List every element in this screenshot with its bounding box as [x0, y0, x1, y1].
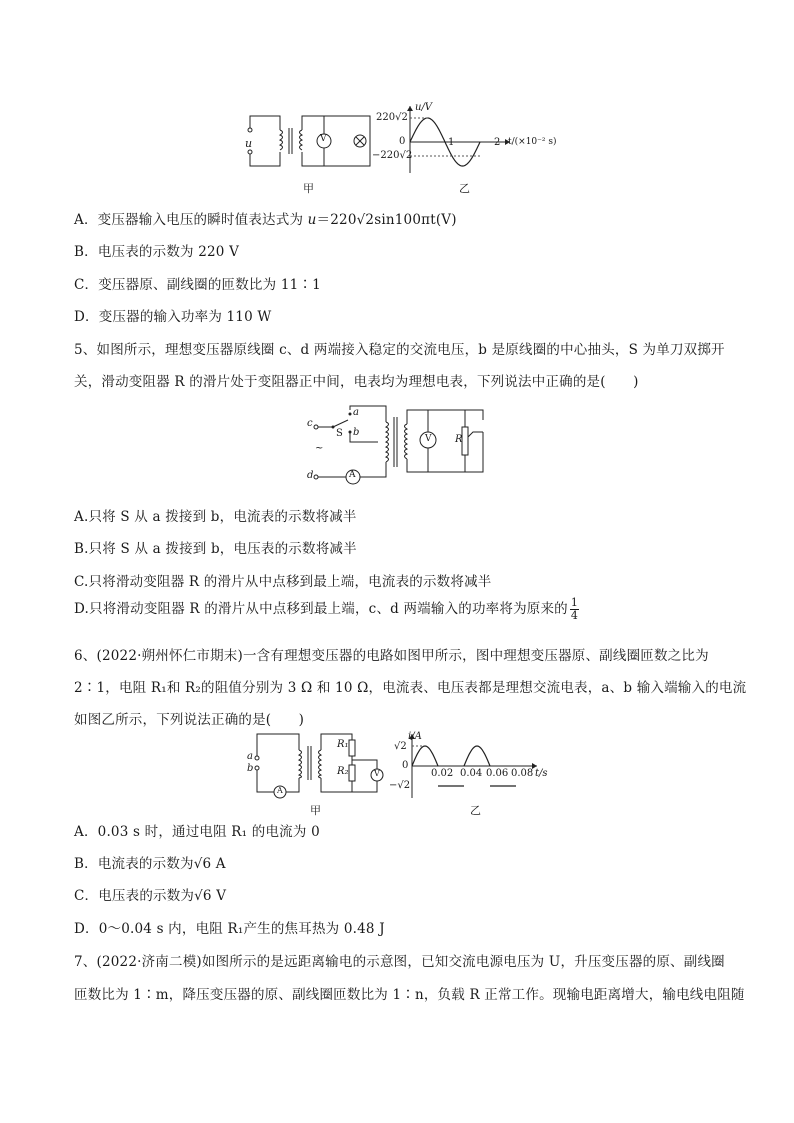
q5-stem-line1: 5、如图所示，理想变压器原线圈 c、d 两端接入稳定的交流电压，b 是原线圈的中心抽头，S 为单刀双掷开: [74, 342, 725, 358]
q4-option-d: D．变压器的输入功率为 110 W: [74, 309, 272, 325]
q6-option-d: D．0～0.04 s 内，电阻 R₁产生的焦耳热为 0.48 J: [74, 921, 385, 937]
q6-t3-label: 0.06: [486, 768, 509, 779]
q6-stem-line2: 2∶1，电阻 R₁和 R₂的阻值分别为 3 Ω 和 10 Ω，电流表、电压表都是理想交流电表，a、b 输入端输入的电流: [74, 680, 747, 696]
q4-y-axis-label: u/V: [415, 102, 433, 113]
q6-t4-label: 0.08: [511, 768, 534, 779]
q5-d-label: d: [307, 470, 314, 481]
q7-stem-line2: 匝数比为 1∶m，降压变压器的原、副线圈匝数比为 1∶n，负载 R 正常工作。现输电距离增大，输电线电阻随: [74, 987, 745, 1003]
q5-option-c: C.只将滑动变阻器 R 的滑片从中点移到最上端，电流表的示数将减半: [74, 574, 492, 590]
q4-option-c: C．变压器原、副线圈的匝数比为 11∶1: [74, 277, 321, 293]
q4-y-neg-label: −220√2: [372, 150, 413, 161]
q4-circuit-diagram: [240, 108, 380, 178]
q6-option-b: B．电流表的示数为√6 A: [74, 856, 226, 872]
q5-stem-line2: 关，滑动变阻器 R 的滑片处于变阻器正中间，电表均为理想电表，下列说法中正确的是( ): [74, 374, 639, 390]
q6-voltmeter-label: V: [374, 769, 380, 778]
q6-r1-label: R₁: [337, 739, 349, 750]
q4-fig-yi-label: 乙: [459, 182, 470, 195]
q5-b-label: b: [353, 427, 360, 438]
q6-x-axis-label: t/s: [535, 768, 548, 779]
q4-fig-jia-label: 甲: [303, 182, 314, 195]
q6-option-c: C．电压表的示数为√6 V: [74, 888, 227, 904]
q7-stem-line1: 7、(2022·济南二模)如图所示的是远距离输电的示意图，已知交流电源电压为 U，升压变压器的原、副线圈: [74, 954, 725, 970]
q6-stem-line3: 如图乙所示，下列说法正确的是( ): [74, 712, 305, 728]
q5-voltmeter-label: V: [425, 434, 432, 444]
q4-x-axis-label: t/(×10⁻² s): [508, 137, 557, 147]
q5-option-b: B.只将 S 从 a 拨接到 b，电压表的示数将减半: [74, 541, 357, 557]
q6-fig-yi-label: 乙: [470, 804, 481, 817]
q5-circuit-diagram: [308, 402, 493, 490]
q6-circuit-diagram: [245, 730, 385, 802]
q5-r-label: R: [455, 434, 463, 445]
q5-a-label: a: [353, 407, 359, 418]
q4-terminal-label: u: [245, 137, 253, 150]
q6-origin-label: 0: [402, 760, 409, 771]
q6-fig-jia-label: 甲: [310, 804, 321, 817]
q6-b-label: b: [247, 763, 254, 774]
q6-r2-label: R₂: [337, 766, 349, 777]
q4-option-a: A．变压器输入电压的瞬时值表达式为 u＝220√2sin100πt(V): [74, 212, 457, 228]
q5-c-label: c: [307, 418, 313, 429]
q6-y-axis-label: i/A: [408, 731, 422, 742]
q6-t1-label: 0.02: [431, 768, 454, 779]
q6-stem-line1: 6、(2022·朔州怀仁市期末)一含有理想变压器的电路如图甲所示，图中理想变压器原、副线圈匝数之比为: [74, 648, 709, 664]
q6-y-neg-label: −√2: [389, 780, 411, 791]
q6-y-pos-label: √2: [394, 741, 407, 752]
q6-option-a: A．0.03 s 时，通过电阻 R₁ 的电流为 0: [74, 824, 320, 840]
q4-origin-label: 0: [399, 136, 406, 147]
q4-t1-label: 1: [448, 137, 455, 148]
q5-tilde-label: ~: [315, 443, 324, 454]
q6-a-label: a: [247, 751, 253, 762]
q4-option-b: B．电压表的示数为 220 V: [74, 244, 240, 260]
q6-ammeter-label: A: [277, 786, 283, 795]
q5-option-d: D.只将滑动变阻器 R 的滑片从中点移到最上端，c、d 两端输入的功率将为原来的 $\frac{1}{4}$: [74, 596, 579, 622]
q4-y-pos-label: 220√2: [376, 112, 408, 123]
q5-option-a: A.只将 S 从 a 拨接到 b，电流表的示数将减半: [74, 509, 357, 525]
q5-s-label: S: [336, 428, 343, 439]
q6-t2-label: 0.04: [460, 768, 483, 779]
q5-ammeter-label: A: [349, 470, 356, 480]
q4-voltmeter-label: V: [320, 134, 327, 144]
q4-t2-label: 2: [494, 137, 501, 148]
